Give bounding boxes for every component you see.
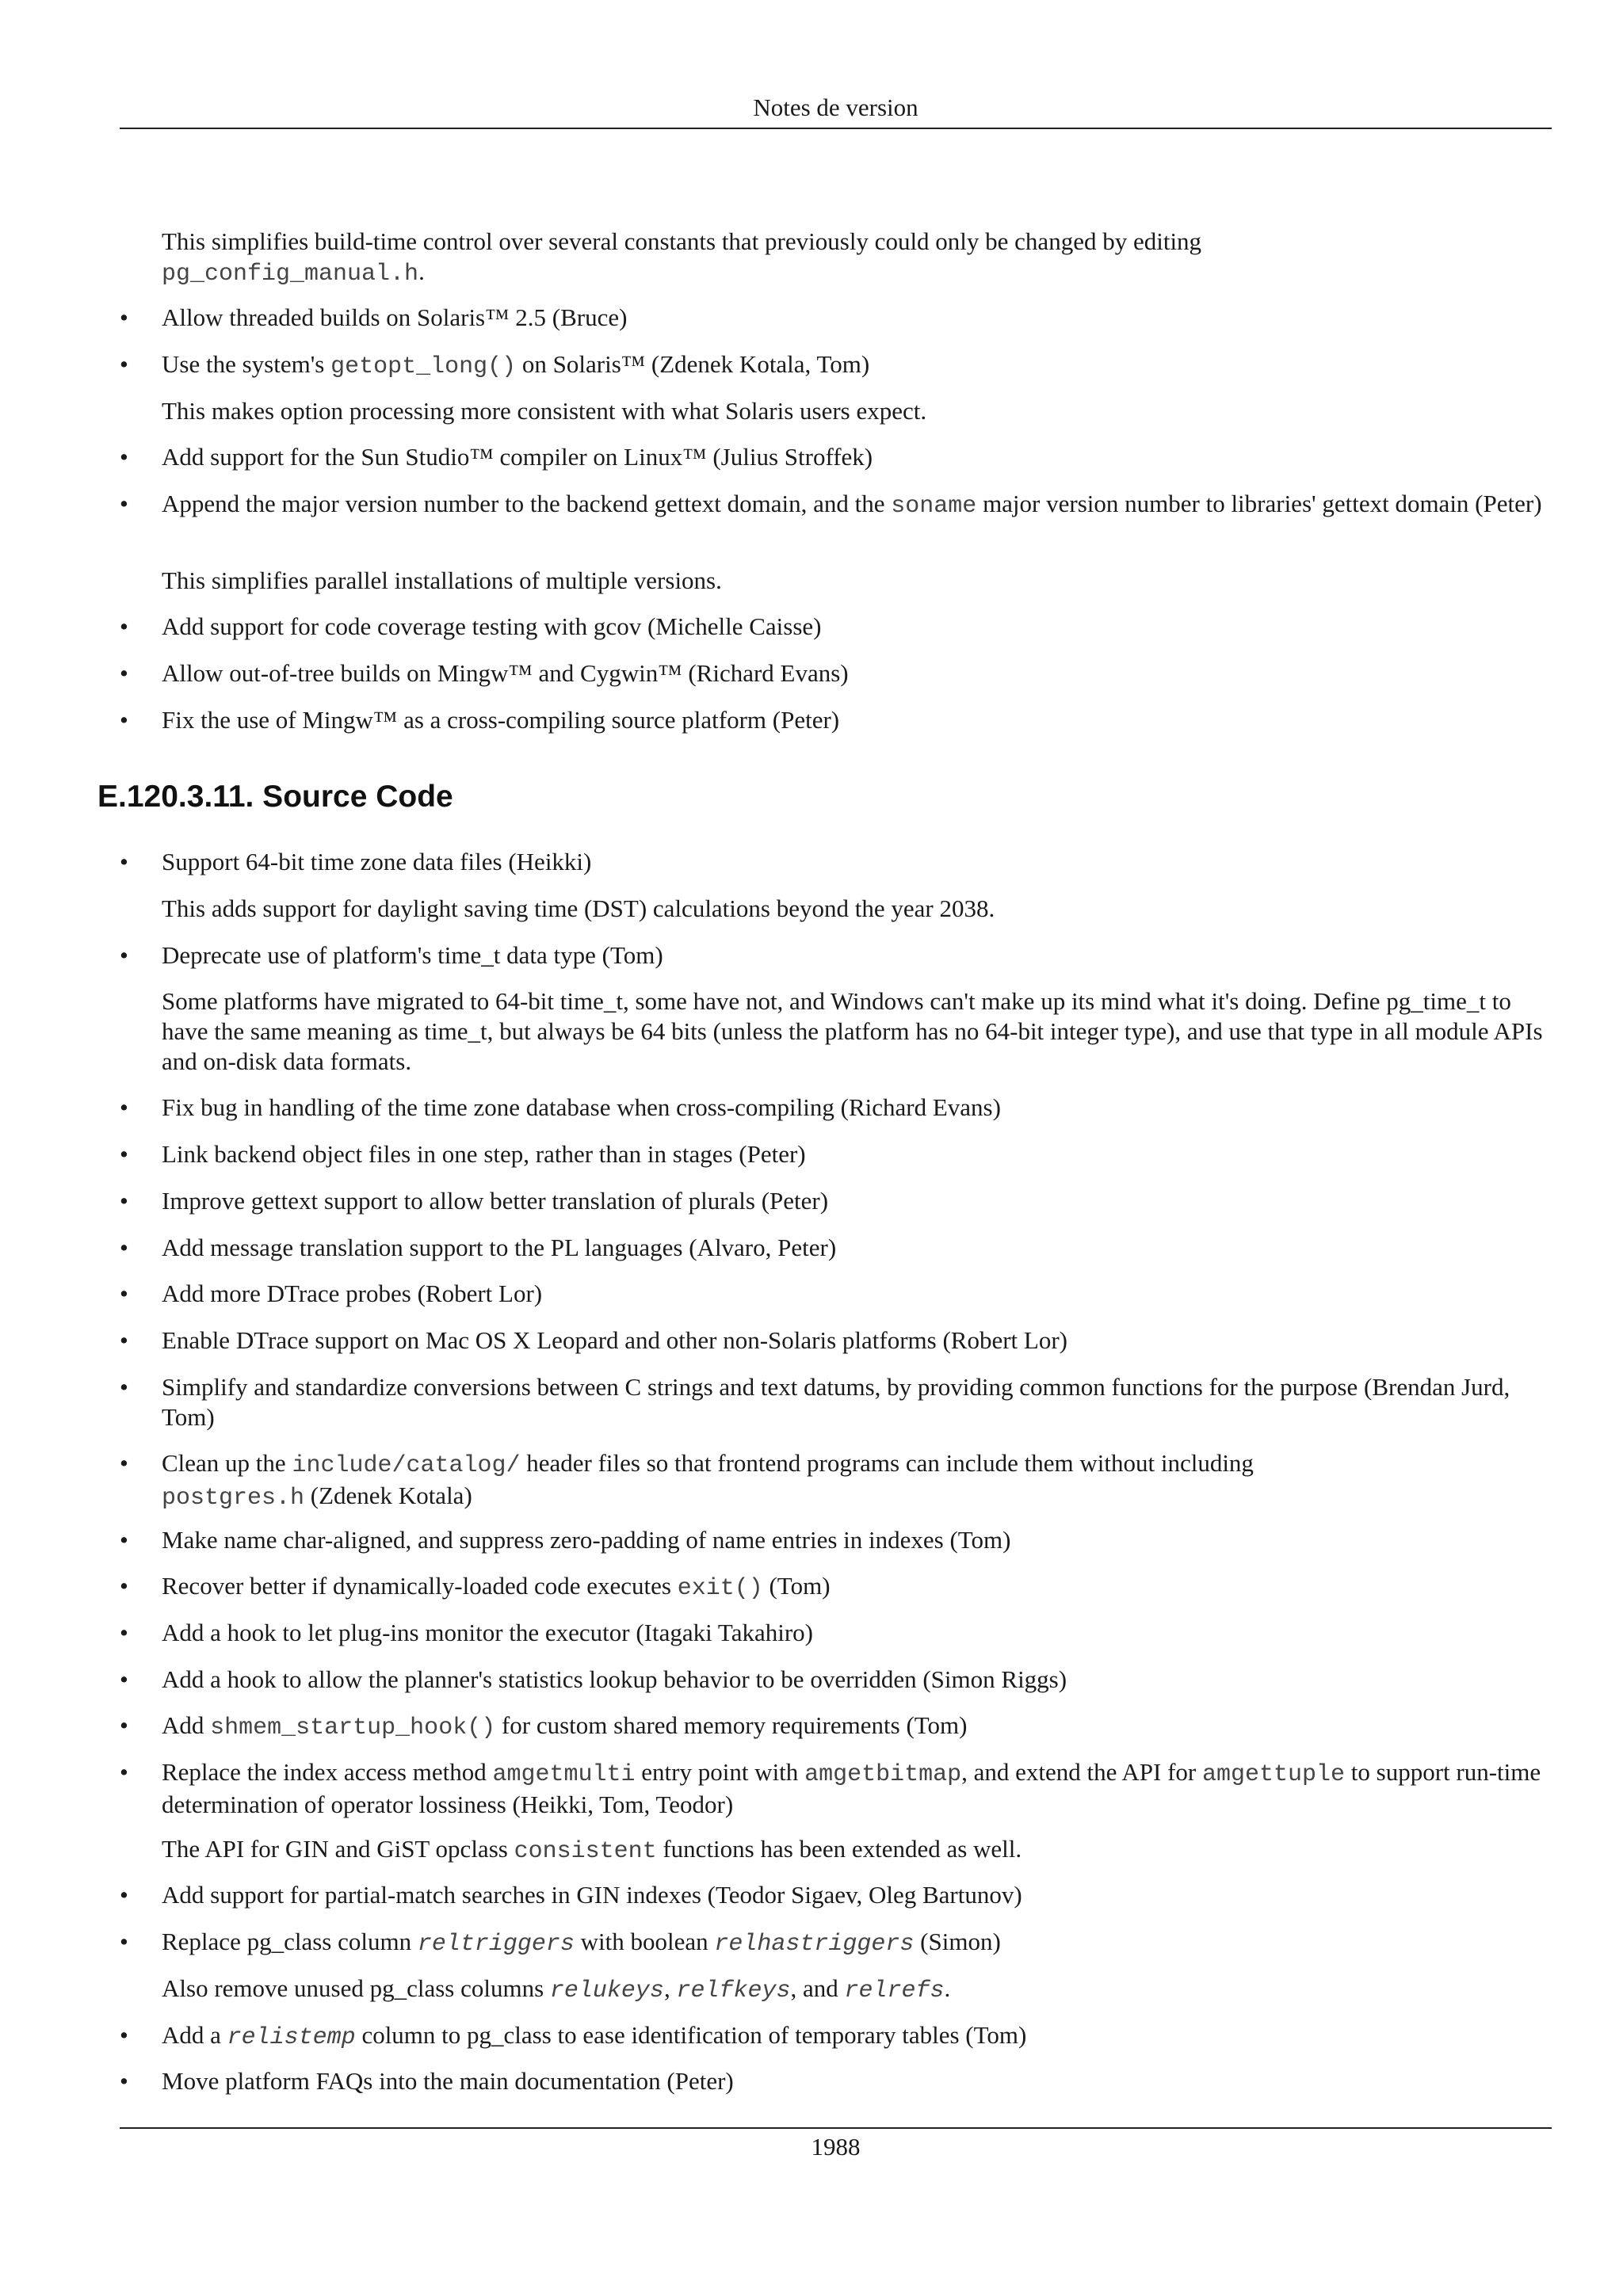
- bullet: •: [120, 1280, 128, 1307]
- bullet: •: [120, 1187, 128, 1215]
- bullet: •: [120, 659, 128, 687]
- page-header: Notes de version: [753, 93, 918, 121]
- bullet: •: [120, 1572, 128, 1600]
- bullet: •: [120, 848, 128, 875]
- bullet: •: [120, 1526, 128, 1554]
- bullet: •: [120, 706, 128, 734]
- page-number: 1988: [811, 2133, 861, 2161]
- bullet: •: [120, 612, 128, 640]
- bullet: •: [120, 941, 128, 969]
- header-rule: [120, 128, 1552, 129]
- bullet: •: [120, 1928, 128, 1955]
- bullet: •: [120, 1881, 128, 1909]
- section-heading: E.120.3.11. Source Code: [97, 780, 453, 814]
- bullet: •: [120, 2021, 128, 2049]
- bullet: •: [120, 443, 128, 471]
- bullet: •: [120, 1758, 128, 1786]
- bullet: •: [120, 1711, 128, 1739]
- bullet: •: [120, 1619, 128, 1646]
- bullet: •: [120, 303, 128, 331]
- bullet: •: [120, 1326, 128, 1354]
- bullet: •: [120, 1449, 128, 1477]
- bullet: •: [120, 1093, 128, 1121]
- footer-rule: [120, 2127, 1552, 2129]
- bullet: •: [120, 350, 128, 378]
- bullet: •: [120, 490, 128, 517]
- bullet: •: [120, 1140, 128, 1168]
- bullet: •: [120, 1665, 128, 1693]
- bullet: •: [120, 1373, 128, 1401]
- bullet: •: [120, 1234, 128, 1261]
- bullet: •: [120, 2067, 128, 2095]
